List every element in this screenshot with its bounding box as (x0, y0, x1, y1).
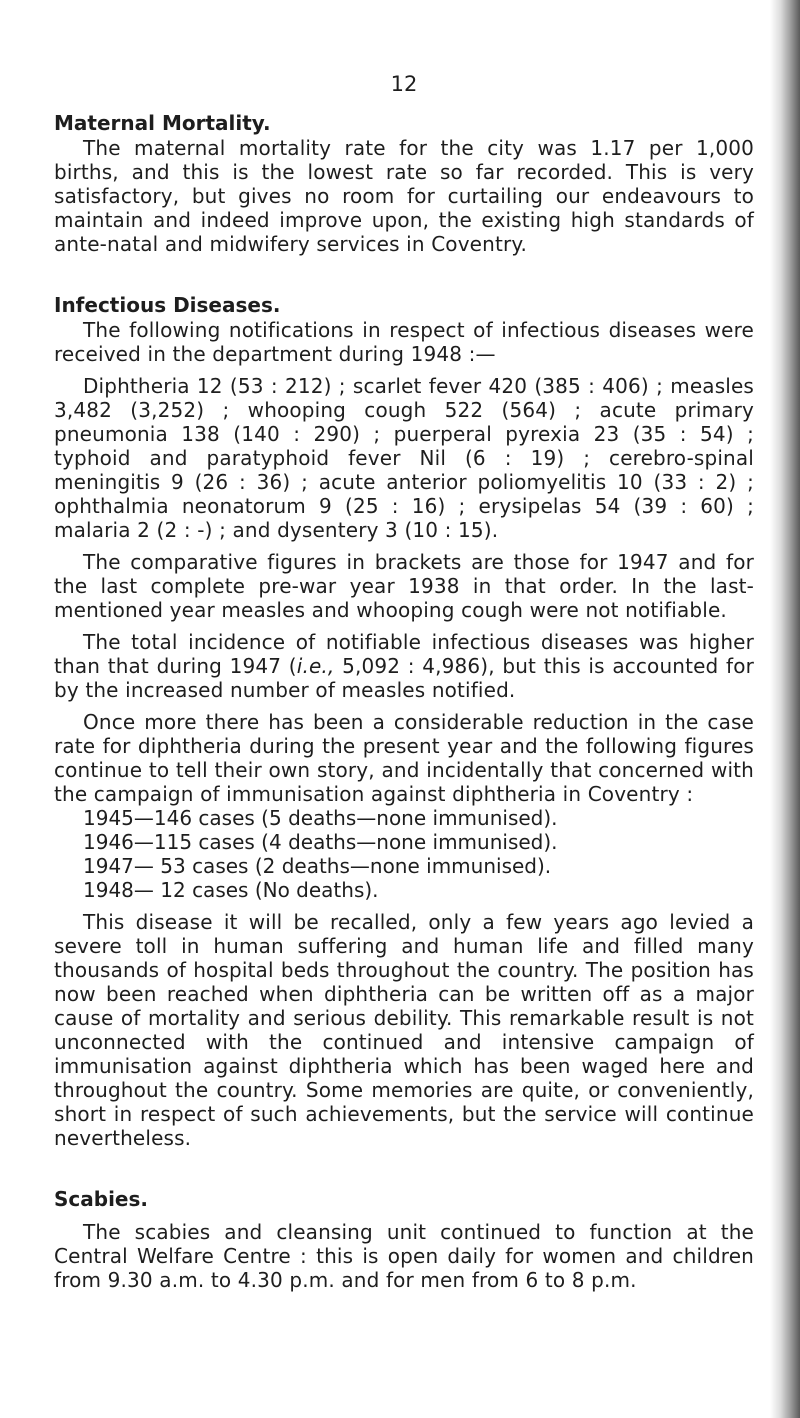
infectious-intro-paragraph: The following notifications in respect of infectious diseases were received in the department during 1948 :— (54, 318, 754, 366)
section-infectious-diseases (54, 292, 754, 1150)
diphtheria-conclusion-paragraph: This disease it will be recalled, only a few years ago levied a severe toll in human suffering and human life and filled many thousands of hospital beds throughout the country. The position has now been reached when diphtheria can be written off as a major cause of mortality and serious debility. This remarkable result is not unconnected with the continued and intensive campaign of immunisation against diphtheria which has been waged here and throughout the country. Some memories are quite, or conveniently, short in respect of such achievements, but the service will continue nevertheless. (54, 910, 754, 1150)
maternal-paragraph: The maternal mortality rate for the city was 1.17 per 1,000 births, and this is the lowest rate so far recorded. This is very satisfactory, but gives no room for curtailing our endeavours to maintain and indeed improve upon, the existing high standards of ante-natal and midwifery services in Coventry. (54, 136, 754, 256)
section-maternal-mortality (54, 110, 754, 256)
comparative-figures-paragraph: The comparative figures in brackets are those for 1947 and for the last complete pre-war year 1938 in that order. In the last-mentioned year measles and whooping cough were not notifiable. (54, 550, 754, 622)
section-title-scabies: Scabies. (54, 1187, 148, 1211)
page-edge-shadow (770, 0, 800, 1418)
page-number: 12 (390, 72, 418, 96)
document-page (54, 72, 754, 1292)
total-incidence-text-start: The total incidence of notifiable infectious diseases was higher than that during 1947 ( (54, 630, 754, 678)
section-title-infectious-diseases: Infectious Diseases. (54, 293, 281, 317)
diphtheria-year-item: 1947— 53 cases (2 deaths—none immunised). (83, 854, 552, 878)
diphtheria-year-list (54, 806, 754, 902)
total-incidence-paragraph (54, 630, 754, 702)
diphtheria-reduction-paragraph: Once more there has been a considerable reduction in the case rate for diphtheria during the present year and the following figures continue to tell their own story, and incidentally that concerned with the campaign of immunisation against diphtheria in Coventry : (54, 710, 754, 806)
total-incidence-text-end: 5,092 : 4,986), but this is accounted for by the increased number of measles notified. (54, 654, 754, 702)
diphtheria-year-item: 1946—115 cases (4 deaths—none immunised). (83, 830, 558, 854)
diphtheria-year-item: 1948— 12 cases (No deaths). (83, 878, 379, 902)
section-scabies (54, 1186, 754, 1292)
scabies-paragraph: The scabies and cleansing unit continued to function at the Central Welfare Centre : this is open daily for women and children from 9.30 a.m. to 4.30 p.m. and for men from 6 to 8 p.m. (54, 1220, 754, 1292)
diphtheria-year-item: 1945—146 cases (5 deaths—none immunised). (83, 806, 558, 830)
section-title-maternal-mortality: Maternal Mortality. (54, 111, 271, 135)
infectious-notifications-paragraph: Diphtheria 12 (53 : 212) ; scarlet fever 420 (385 : 406) ; measles 3,482 (3,252) ; whooping cough 522 (564) ; acute primary pneumonia 138 (140 : 290) ; puerperal pyrexia 23 (35 : 54) ; typhoid and paratyphoid fever Nil (6 : 19) ; cerebro-spinal meningitis 9 (26 : 36) ; acute anterior poliomyelitis 10 (33 : 2) ; ophthalmia neonatorum 9 (25 : 16) ; erysipelas 54 (39 : 60) ; malaria 2 (2 : -) ; and dysentery 3 (10 : 15). (54, 374, 754, 542)
total-incidence-ie: i.e., (296, 654, 335, 678)
